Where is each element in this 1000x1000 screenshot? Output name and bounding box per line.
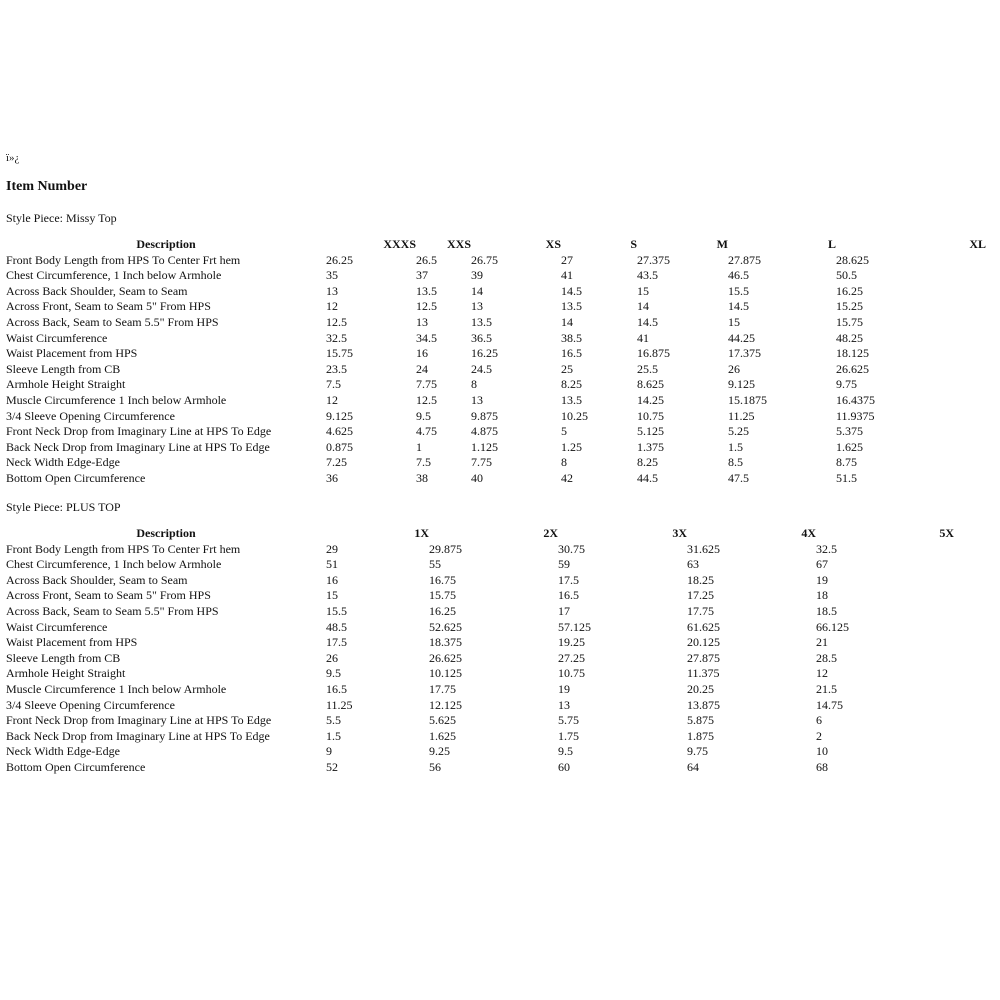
size-header: 5X [939,526,954,540]
measurement-value: 1.25 [561,439,582,454]
plus-style-label: Style Piece: PLUS TOP [6,500,121,514]
measurement-value: 1 [416,439,422,454]
table-row [6,620,954,636]
measurement-value: 16 [326,572,338,587]
measurement-value: 16.5 [561,346,582,361]
measurement-value: 10 [816,744,828,759]
measurement-value: 36 [326,470,338,485]
measurement-value: 24.5 [471,361,492,376]
measurement-value: 48.25 [836,330,863,345]
measurement-value: 17.75 [429,681,456,696]
table-row [6,331,986,347]
measurement-value: 64 [687,759,699,774]
size-header: XS [545,237,561,251]
measurement-value: 11.375 [687,666,720,681]
measurement-value: 1.5 [326,728,341,743]
measurement-value: 13 [326,283,338,298]
measurement-value: 19 [558,681,570,696]
measurement-value: 15.75 [836,314,863,329]
measurement-value: 24 [416,361,428,376]
measurement-value: 15.5 [728,283,749,298]
measurement-value: 46.5 [728,268,749,283]
measurement-value: 9.75 [687,744,708,759]
measurement-value: 21.5 [816,681,837,696]
measurement-description: Armhole Height Straight [6,377,126,392]
measurement-description: Sleeve Length from CB [6,650,121,665]
measurement-value: 57.125 [558,619,591,634]
measurement-description: Chest Circumference, 1 Inch below Armhole [6,268,222,283]
measurement-value: 25.5 [637,361,658,376]
measurement-description: Across Front, Seam to Seam 5" From HPS [6,299,211,314]
measurement-description: Back Neck Drop from Imaginary Line at HPS To Edge [6,728,270,743]
measurement-value: 18.125 [836,346,869,361]
measurement-value: 12 [326,392,338,407]
measurement-value: 11.25 [728,408,755,423]
measurement-value: 35 [326,268,338,283]
measurement-value: 13.875 [687,697,720,712]
measurement-value: 10.75 [558,666,585,681]
size-header: XXS [446,237,471,251]
measurement-value: 13 [471,299,483,314]
measurement-description: Muscle Circumference 1 Inch below Armhole [6,392,227,407]
measurement-value: 68 [816,759,828,774]
measurement-value: 4.625 [326,424,353,439]
encoding-artifact-text: ï»¿ [6,152,20,164]
measurement-value: 37 [416,268,428,283]
description-header: Description [136,237,196,251]
measurement-value: 1.875 [687,728,714,743]
measurement-value: 50.5 [836,268,857,283]
measurement-value: 16.875 [637,346,670,361]
measurement-value: 26 [728,361,740,376]
measurement-value: 14.75 [816,697,843,712]
table-row [6,604,954,620]
measurement-value: 7.5 [326,377,341,392]
size-header: 1X [414,526,429,540]
table-row [6,760,954,776]
measurement-description: Front Neck Drop from Imaginary Line at HPS To Edge [6,424,272,439]
measurement-value: 15 [326,588,338,603]
measurement-value: 15.75 [326,346,353,361]
measurement-value: 5 [561,424,567,439]
measurement-value: 42 [561,470,573,485]
table-row [6,698,954,714]
measurement-value: 5.25 [728,424,749,439]
table-row [6,346,986,362]
table-row [6,744,954,760]
page-title: Item Number [6,179,88,194]
measurement-value: 29 [326,541,338,556]
measurement-value: 1.625 [836,439,863,454]
measurement-value: 26.75 [471,252,498,267]
measurement-description: Front Body Length from HPS To Center Frt hem [6,541,241,556]
measurement-value: 59 [558,557,570,572]
measurement-value: 12.5 [416,392,437,407]
measurement-value: 17.25 [687,588,714,603]
plus-size-table [6,526,954,776]
measurement-value: 8 [561,455,567,470]
measurement-value: 14 [471,283,483,298]
table-row [6,424,986,440]
table-row [6,299,986,315]
measurement-value: 6 [816,713,822,728]
measurement-value: 9.25 [429,744,450,759]
measurement-value: 51 [326,557,338,572]
measurement-value: 8.25 [637,455,658,470]
measurement-value: 16.5 [326,681,347,696]
table-row [6,682,954,698]
measurement-value: 60 [558,759,570,774]
table-row [6,573,954,589]
measurement-value: 10.125 [429,666,462,681]
measurement-description: Across Back, Seam to Seam 5.5" From HPS [6,603,219,618]
measurement-value: 5.375 [836,424,863,439]
measurement-value: 19.25 [558,635,585,650]
measurement-description: Back Neck Drop from Imaginary Line at HPS To Edge [6,439,270,454]
measurement-value: 7.75 [471,455,492,470]
table-row [6,588,954,604]
measurement-value: 52 [326,759,338,774]
measurement-value: 5.875 [687,713,714,728]
table-row [6,542,954,558]
measurement-value: 41 [561,268,573,283]
measurement-value: 1.125 [471,439,498,454]
measurement-value: 14.5 [637,314,658,329]
measurement-value: 9.5 [326,666,341,681]
measurement-value: 20.25 [687,681,714,696]
measurement-value: 18.5 [816,603,837,618]
measurement-value: 0.875 [326,439,353,454]
table-row [6,362,986,378]
measurement-value: 17 [558,603,570,618]
measurement-description: Across Back, Seam to Seam 5.5" From HPS [6,314,219,329]
measurement-value: 4.75 [416,424,437,439]
measurement-value: 23.5 [326,361,347,376]
measurement-value: 25 [561,361,573,376]
measurement-value: 55 [429,557,441,572]
measurement-description: Armhole Height Straight [6,666,126,681]
table-row [6,651,954,667]
measurement-value: 13 [471,392,483,407]
table-row [6,268,986,284]
measurement-value: 27.875 [728,252,761,267]
measurement-value: 7.75 [416,377,437,392]
measurement-value: 16.4375 [836,392,875,407]
measurement-value: 47.5 [728,470,749,485]
measurement-value: 26 [326,650,338,665]
measurement-value: 16.5 [558,588,579,603]
measurement-value: 31.625 [687,541,720,556]
measurement-value: 11.25 [326,697,353,712]
measurement-value: 2 [816,728,822,743]
measurement-description: Waist Circumference [6,619,108,634]
missy-header-row [6,237,986,253]
measurement-description: Waist Circumference [6,330,108,345]
measurement-value: 8 [471,377,477,392]
measurement-value: 26.625 [429,650,462,665]
measurement-value: 4.875 [471,424,498,439]
measurement-value: 38.5 [561,330,582,345]
measurement-value: 34.5 [416,330,437,345]
measurement-description: 3/4 Sleeve Opening Circumference [6,697,175,712]
table-row [6,315,986,331]
measurement-value: 30.75 [558,541,585,556]
measurement-value: 52.625 [429,619,462,634]
measurement-value: 19 [816,572,828,587]
measurement-value: 15.75 [429,588,456,603]
measurement-description: Chest Circumference, 1 Inch below Armhole [6,557,222,572]
measurement-description: Waist Placement from HPS [6,635,138,650]
measurement-value: 48.5 [326,619,347,634]
measurement-value: 14 [637,299,649,314]
measurement-value: 51.5 [836,470,857,485]
measurement-value: 32.5 [326,330,347,345]
measurement-description: Across Front, Seam to Seam 5" From HPS [6,588,211,603]
measurement-value: 12.5 [326,314,347,329]
measurement-value: 9.125 [728,377,755,392]
table-row [6,284,986,300]
measurement-value: 27 [561,252,573,267]
measurement-value: 14.5 [728,299,749,314]
measurement-description: Muscle Circumference 1 Inch below Armhole [6,681,227,696]
measurement-value: 44.5 [637,470,658,485]
measurement-value: 61.625 [687,619,720,634]
measurement-value: 8.25 [561,377,582,392]
measurement-value: 13.5 [471,314,492,329]
measurement-value: 9.125 [326,408,353,423]
measurement-value: 16.25 [471,346,498,361]
measurement-description: Bottom Open Circumference [6,759,146,774]
measurement-value: 16.25 [836,283,863,298]
plus-header-row [6,526,954,542]
measurement-value: 36.5 [471,330,492,345]
measurement-value: 5.125 [637,424,664,439]
table-row [6,377,986,393]
measurement-value: 8.75 [836,455,857,470]
size-header: M [716,237,728,251]
measurement-description: Neck Width Edge-Edge [6,744,120,759]
measurement-value: 18.25 [687,572,714,587]
measurement-value: 10.75 [637,408,664,423]
measurement-value: 26.625 [836,361,869,376]
measurement-value: 21 [816,635,828,650]
measurement-value: 8.5 [728,455,743,470]
size-header: 4X [801,526,816,540]
measurement-value: 13.5 [416,283,437,298]
measurement-value: 40 [471,470,483,485]
measurement-description: Front Body Length from HPS To Center Frt hem [6,252,241,267]
measurement-value: 27.25 [558,650,585,665]
table-row [6,713,954,729]
table-row [6,440,986,456]
table-row [6,557,954,573]
measurement-value: 16 [416,346,428,361]
missy-style-label: Style Piece: Missy Top [6,211,117,225]
measurement-description: Front Neck Drop from Imaginary Line at HPS To Edge [6,713,272,728]
measurement-description: Neck Width Edge-Edge [6,455,120,470]
measurement-value: 1.625 [429,728,456,743]
measurement-value: 14.25 [637,392,664,407]
size-header: S [630,237,637,251]
measurement-value: 14.5 [561,283,582,298]
measurement-value: 39 [471,268,483,283]
measurement-value: 15.25 [836,299,863,314]
measurement-description: Sleeve Length from CB [6,361,121,376]
measurement-value: 8.625 [637,377,664,392]
measurement-description: Across Back Shoulder, Seam to Seam [6,572,188,587]
measurement-value: 14 [561,314,573,329]
measurement-value: 18 [816,588,828,603]
measurement-value: 15 [728,314,740,329]
measurement-value: 12.5 [416,299,437,314]
measurement-description: Bottom Open Circumference [6,470,146,485]
measurement-value: 1.5 [728,439,743,454]
measurement-value: 13 [416,314,428,329]
measurement-value: 9.5 [558,744,573,759]
measurement-value: 32.5 [816,541,837,556]
measurement-value: 20.125 [687,635,720,650]
measurement-description: 3/4 Sleeve Opening Circumference [6,408,175,423]
measurement-value: 13.5 [561,299,582,314]
description-header: Description [136,526,196,540]
measurement-value: 56 [429,759,441,774]
measurement-value: 10.25 [561,408,588,423]
missy-size-table [6,237,986,487]
measurement-value: 29.875 [429,541,462,556]
measurement-description: Across Back Shoulder, Seam to Seam [6,283,188,298]
measurement-value: 5.625 [429,713,456,728]
measurement-value: 18.375 [429,635,462,650]
measurement-value: 9.75 [836,377,857,392]
measurement-value: 27.875 [687,650,720,665]
measurement-value: 17.375 [728,346,761,361]
measurement-value: 26.5 [416,252,437,267]
measurement-value: 16.25 [429,603,456,618]
measurement-description: Waist Placement from HPS [6,346,138,361]
measurement-value: 63 [687,557,699,572]
measurement-value: 9.875 [471,408,498,423]
measurement-value: 44.25 [728,330,755,345]
measurement-value: 11.9375 [836,408,875,423]
table-row [6,471,986,487]
measurement-value: 15.5 [326,603,347,618]
measurement-value: 9 [326,744,332,759]
measurement-value: 17.75 [687,603,714,618]
measurement-value: 26.25 [326,252,353,267]
measurement-value: 67 [816,557,828,572]
measurement-value: 66.125 [816,619,849,634]
table-row [6,729,954,745]
measurement-value: 43.5 [637,268,658,283]
measurement-value: 28.5 [816,650,837,665]
measurement-value: 13 [558,697,570,712]
measurement-value: 9.5 [416,408,431,423]
measurement-value: 7.5 [416,455,431,470]
size-header: L [827,237,836,251]
measurement-value: 12 [816,666,828,681]
measurement-value: 5.75 [558,713,579,728]
measurement-value: 7.25 [326,455,347,470]
measurement-value: 13.5 [561,392,582,407]
size-header: 3X [672,526,687,540]
measurement-value: 1.375 [637,439,664,454]
measurement-value: 12 [326,299,338,314]
measurement-value: 28.625 [836,252,869,267]
measurement-value: 41 [637,330,649,345]
size-header: XXXS [383,237,416,251]
table-row [6,409,986,425]
measurement-value: 17.5 [326,635,347,650]
measurement-value: 15 [637,283,649,298]
measurement-value: 1.75 [558,728,579,743]
table-row [6,666,954,682]
table-row [6,455,986,471]
measurement-value: 15.1875 [728,392,767,407]
measurement-value: 12.125 [429,697,462,712]
measurement-value: 27.375 [637,252,670,267]
measurement-value: 16.75 [429,572,456,587]
size-header: 2X [543,526,558,540]
measurement-value: 38 [416,470,428,485]
table-row [6,635,954,651]
measurement-value: 17.5 [558,572,579,587]
measurement-value: 5.5 [326,713,341,728]
table-row [6,253,986,269]
size-header: XL [969,237,986,251]
table-row [6,393,986,409]
